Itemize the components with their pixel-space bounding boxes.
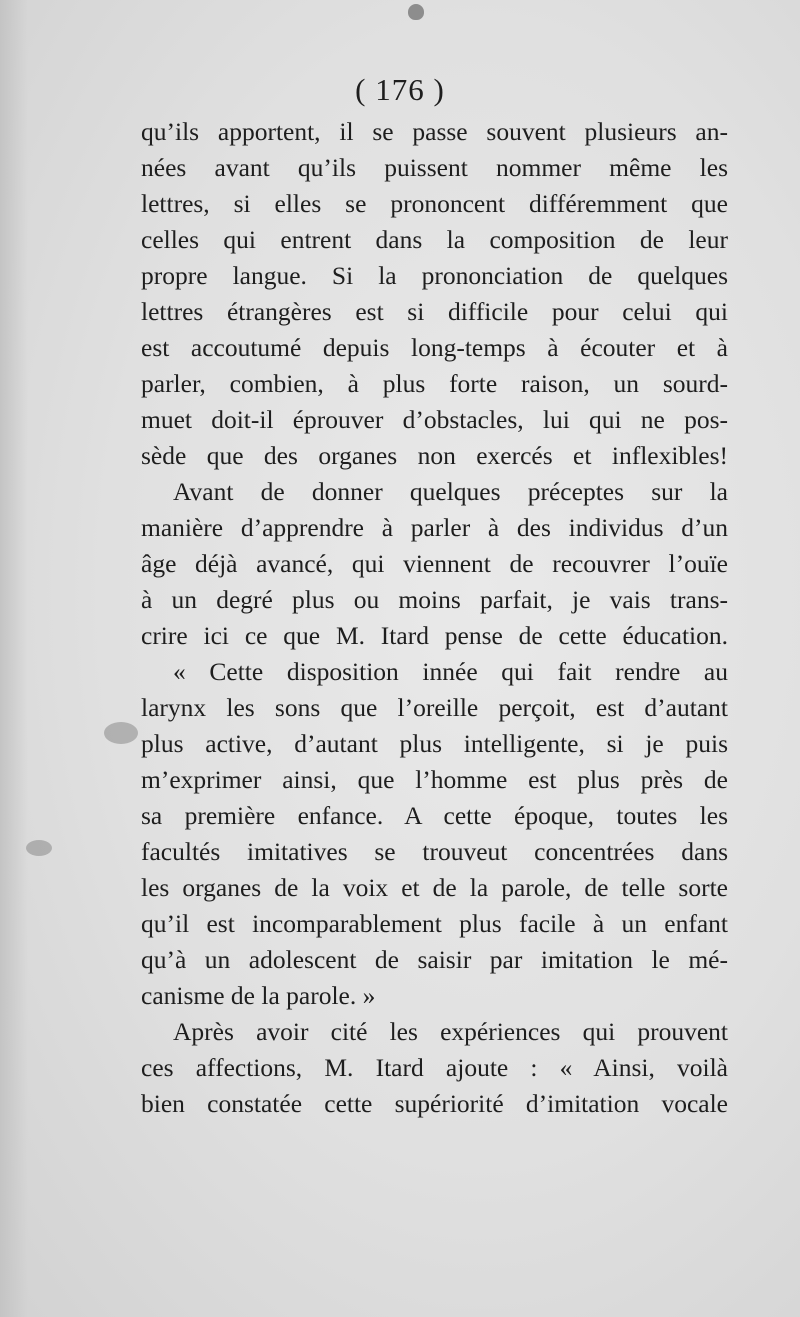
- text-line: est accoutumé depuis long-temps à écouter et à: [141, 333, 728, 362]
- text-line: bien constatée cette supériorité d’imitation vocale: [141, 1089, 728, 1118]
- text-line: m’exprimer ainsi, que l’homme est plus près de: [141, 765, 728, 794]
- text-line: Avant de donner quelques préceptes sur la: [173, 477, 728, 506]
- text-line: parler, combien, à plus forte raison, un sourd-: [141, 369, 728, 398]
- ink-spot: [408, 4, 424, 20]
- page-number: ( 176 ): [355, 72, 445, 107]
- text-line: nées avant qu’ils puissent nommer même les: [141, 153, 728, 182]
- text-line: les organes de la voix et de la parole, de telle sorte: [141, 873, 728, 902]
- text-line: qu’à un adolescent de saisir par imitation le mé-: [141, 945, 728, 974]
- text-line: qu’ils apportent, il se passe souvent plusieurs an-: [141, 117, 728, 146]
- text-line: à un degré plus ou moins parfait, je vais trans-: [141, 585, 728, 614]
- text-line: propre langue. Si la prononciation de quelques: [141, 261, 728, 290]
- text-line: lettres, si elles se prononcent différemment que: [141, 189, 728, 218]
- text-line: facultés imitatives se trouveut concentrées dans: [141, 837, 728, 866]
- text-line: manière d’apprendre à parler à des individus d’un: [141, 513, 728, 542]
- text-line: celles qui entrent dans la composition de leur: [141, 225, 728, 254]
- text-line: âge déjà avancé, qui viennent de recouvrer l’ouïe: [141, 549, 728, 578]
- text-line: plus active, d’autant plus intelligente, si je puis: [141, 729, 728, 758]
- text-line: lettres étrangères est si difficile pour celui qui: [141, 297, 728, 326]
- text-line: Après avoir cité les expériences qui prouvent: [173, 1017, 728, 1046]
- text-line: sa première enfance. A cette époque, toutes les: [141, 801, 728, 830]
- text-line: canisme de la parole. »: [141, 981, 376, 1010]
- text-line: larynx les sons que l’oreille perçoit, est d’autant: [141, 693, 728, 722]
- page-edge-shadow: [0, 0, 28, 1317]
- body-text: [141, 114, 728, 1122]
- ink-blot: [104, 722, 138, 744]
- text-line: muet doit-il éprouver d’obstacles, lui qui ne pos-: [141, 405, 728, 434]
- text-line: qu’il est incomparablement plus facile à un enfant: [141, 909, 728, 938]
- ink-blot: [26, 840, 52, 856]
- text-line: « Cette disposition innée qui fait rendre au: [173, 657, 728, 686]
- text-line: sède que des organes non exercés et inflexibles!: [141, 441, 728, 470]
- text-line: crire ici ce que M. Itard pense de cette éducation.: [141, 621, 728, 650]
- text-line: ces affections, M. Itard ajoute : « Ainsi, voilà: [141, 1053, 728, 1082]
